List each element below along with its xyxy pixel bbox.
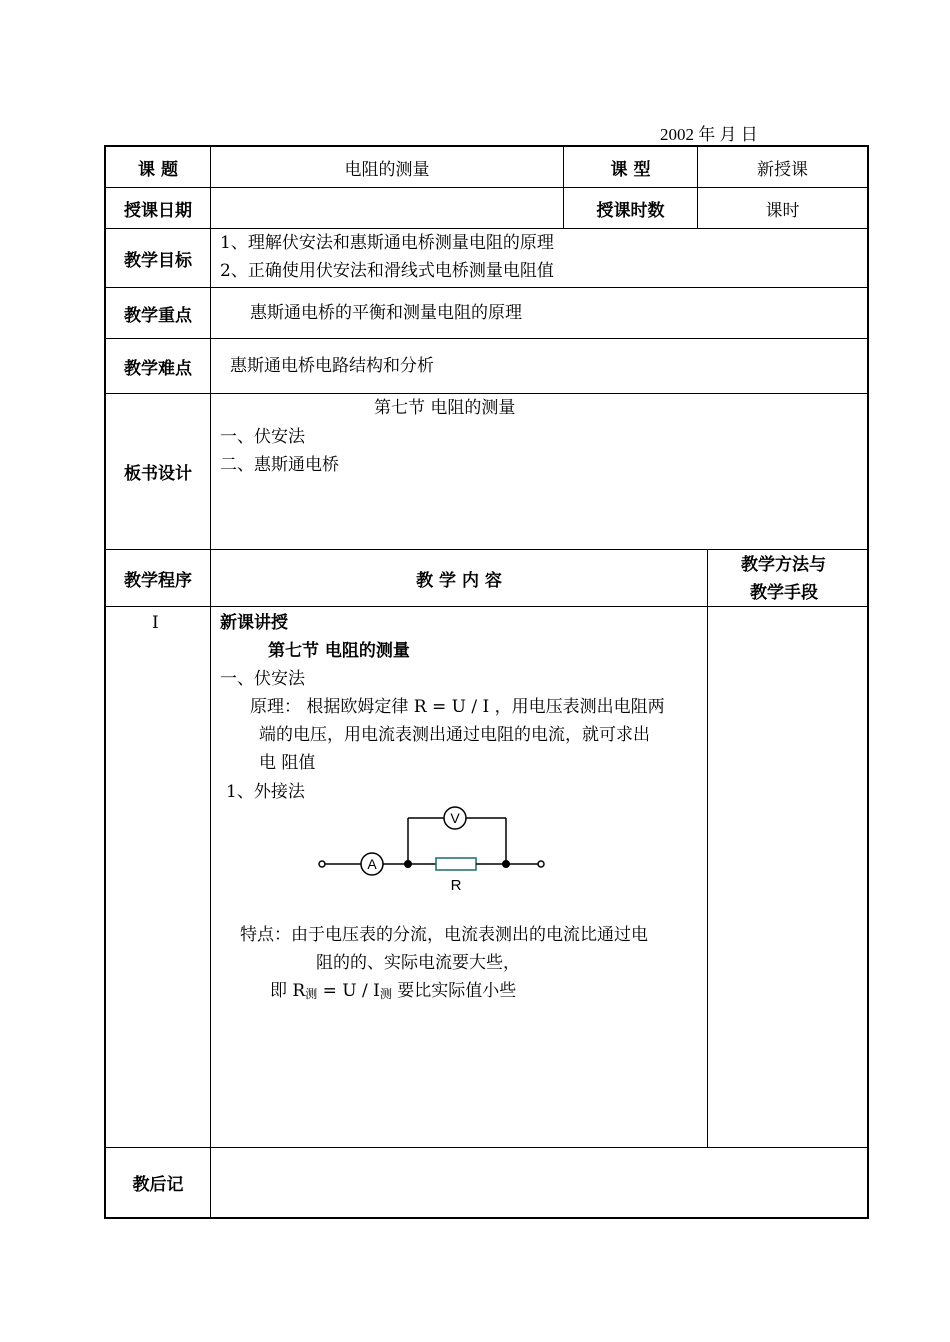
section-title: 新课讲授 — [220, 613, 288, 633]
lesson-date: 2002 年 月 日 — [660, 125, 758, 144]
formula-line — [270, 977, 516, 1008]
external-connection-circuit — [310, 800, 560, 900]
key-label: 教学重点 — [124, 305, 192, 326]
board-label: 板书设计 — [124, 464, 192, 484]
board-title: 第七节 电阻的测量 — [374, 398, 516, 418]
type-label: 课 型 — [610, 159, 651, 180]
terminal-right — [538, 861, 544, 867]
formula-subscript: 测 — [379, 987, 392, 1001]
column-divider — [707, 549, 708, 1147]
junction-dot — [404, 860, 412, 868]
hours-value: 课时 — [765, 200, 800, 221]
lesson-title: 第七节 电阻的测量 — [268, 641, 410, 661]
row-divider — [105, 338, 868, 339]
resistor-symbol — [436, 858, 476, 870]
board-line: 一、伏安法 — [220, 427, 305, 447]
after-label: 教后记 — [132, 1175, 184, 1195]
method-label: 教学方法与 — [741, 555, 826, 575]
difficulty-label: 教学难点 — [124, 358, 192, 379]
principle-line: 原理： 根据欧姆定律 R = U / I ，用电压表测出电阻两 — [250, 697, 665, 717]
formula-part: = U / I — [317, 981, 380, 1001]
principle-line: 端的电压，用电流表测出通过电阻的电流，就可求出 — [259, 725, 650, 745]
resistor-label: R — [450, 877, 462, 894]
goal-label: 教学目标 — [124, 250, 192, 271]
key-value: 惠斯通电桥的平衡和测量电阻的原理 — [250, 303, 522, 323]
goal-line: 2、正确使用伏安法和滑线式电桥测量电阻值 — [220, 261, 554, 281]
terminal-left — [319, 861, 325, 867]
difficulty-value: 惠斯通电桥电路结构和分析 — [230, 356, 434, 376]
row-divider — [105, 287, 868, 288]
ammeter-label: A — [367, 856, 377, 872]
voltmeter-label: V — [450, 810, 460, 826]
formula-subscript: 测 — [305, 987, 318, 1001]
feature-line: 阻的的、实际电流要大些， — [316, 953, 520, 973]
content-label: 教 学 内 容 — [416, 570, 502, 591]
date-value — [211, 188, 563, 228]
topic-value: 电阻的测量 — [344, 159, 430, 180]
formula-part: 要比实际值小些 — [391, 981, 517, 1001]
topic-label: 课 题 — [138, 159, 178, 180]
board-line: 二、惠斯通电桥 — [220, 455, 339, 475]
step-number: Ⅰ — [152, 613, 159, 633]
method-label: 教学手段 — [750, 583, 818, 603]
row-divider — [105, 1147, 868, 1148]
method-heading: 1、外接法 — [226, 782, 305, 802]
date-label: 授课日期 — [124, 200, 192, 221]
principle-line: 电 阻值 — [259, 753, 316, 773]
type-value: 新授课 — [757, 159, 808, 180]
goal-line: 1、理解伏安法和惠斯通电桥测量电阻的原理 — [220, 233, 554, 253]
junction-dot — [502, 860, 510, 868]
formula-part: 即 R — [270, 981, 306, 1001]
hours-label: 授课时数 — [596, 200, 665, 221]
feature-line: 特点：由于电压表的分流，电流表测出的电流比通过电 — [240, 925, 648, 945]
procedure-label: 教学程序 — [124, 570, 192, 591]
part-heading: 一、伏安法 — [220, 669, 305, 689]
column-divider — [210, 146, 211, 1218]
